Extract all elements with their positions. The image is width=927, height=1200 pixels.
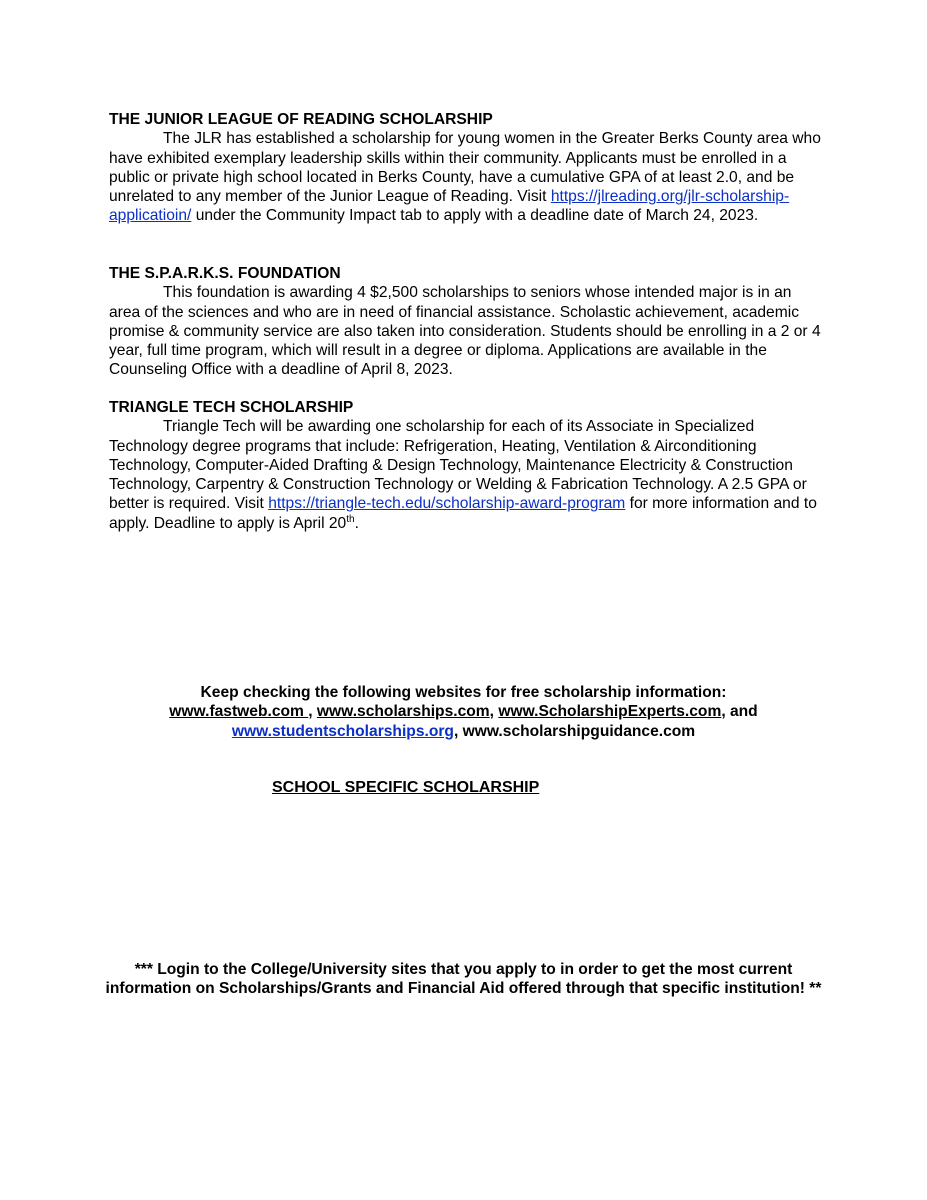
websites-separator-4: ,	[453, 722, 463, 740]
jlr-heading: THE JUNIOR LEAGUE OF READING SCHOLARSHIP	[109, 111, 493, 128]
websites-block	[80, 683, 847, 741]
scholarships-link[interactable]: www.scholarships.com	[316, 703, 490, 721]
login-note	[100, 960, 827, 999]
websites-line-2	[80, 722, 847, 741]
triangle-section	[109, 398, 824, 533]
triangle-heading: TRIANGLE TECH SCHOLARSHIP	[109, 399, 354, 416]
sparks-heading: THE S.P.A.R.K.S. FOUNDATION	[109, 265, 341, 282]
school-specific-heading: SCHOOL SPECIFIC SCHOLARSHIP	[272, 779, 540, 796]
studentscholarships-link[interactable]: www.studentscholarships.org	[231, 722, 454, 740]
fastweb-link[interactable]: www.fastweb.com	[169, 703, 309, 721]
sparks-paragraph: This foundation is awarding 4 $2,500 scholarships to seniors whose intended major is in an area of the sciences and who are in need of financial assistance. Scholastic achievement, academic promise & community service are also taken into consideration. Students should be enrolling in a 2 or 4 year, full time program, which will result in a degree or diploma. Applications are available in the Counseling Office with a deadline of April 8, 2023.	[109, 284, 821, 379]
triangle-superscript: th	[346, 513, 355, 525]
websites-separator-2: ,	[489, 703, 499, 721]
websites-separator-3: , and	[721, 703, 758, 721]
websites-separator-1: ,	[308, 703, 317, 721]
sparks-section	[109, 264, 824, 380]
websites-line-1	[80, 702, 847, 721]
triangle-paragraph	[109, 417, 824, 533]
triangle-text-after-link: for more information and to apply. Deadline to apply is April 20	[109, 495, 817, 532]
jlr-text-before-link: The JLR has established a scholarship for young women in the Greater Berks County area who have exhibited exemplary leadership skills within their community. Applicants must be enrolled in a public or private high school located in Berks County, have a cumulative GPA of at least 2.0, and be unrelated to any member of the Junior League of Reading. Visit	[109, 130, 821, 206]
jlr-section	[109, 110, 824, 226]
websites-intro: Keep checking the following websites for free scholarship information:	[200, 684, 727, 701]
triangle-ending: .	[354, 514, 359, 532]
triangle-link[interactable]: https://triangle-tech.edu/scholarship-award-program	[268, 495, 626, 513]
jlr-link[interactable]: https://jlreading.org/jlr-scholarship-applicatioin/	[109, 188, 790, 225]
scholarshipexperts-link[interactable]: www.ScholarshipExperts.com	[498, 703, 722, 721]
jlr-paragraph	[109, 129, 824, 225]
scholarshipguidance-text: www.scholarshipguidance.com	[462, 722, 696, 740]
jlr-text-after-link: under the Community Impact tab to apply with a deadline date of March 24, 2023.	[191, 207, 759, 225]
login-note-text: *** Login to the College/University sites that you apply to in order to get the most current information on Scholarships/Grants and Financial Aid offered through that specific institution! **	[105, 961, 822, 998]
triangle-text-before-link: Triangle Tech will be awarding one scholarship for each of its Associate in Specialized Technology degree programs that include: Refrigeration, Heating, Ventilation & Airconditioning Technology, Computer-Aided Drafting & Design Technology, Maintenance Electricity & Construction Technology, Carpentry & Construction Technology or Welding & Fabrication Technology. A 2.5 GPA or better is required. Visit	[109, 418, 807, 513]
